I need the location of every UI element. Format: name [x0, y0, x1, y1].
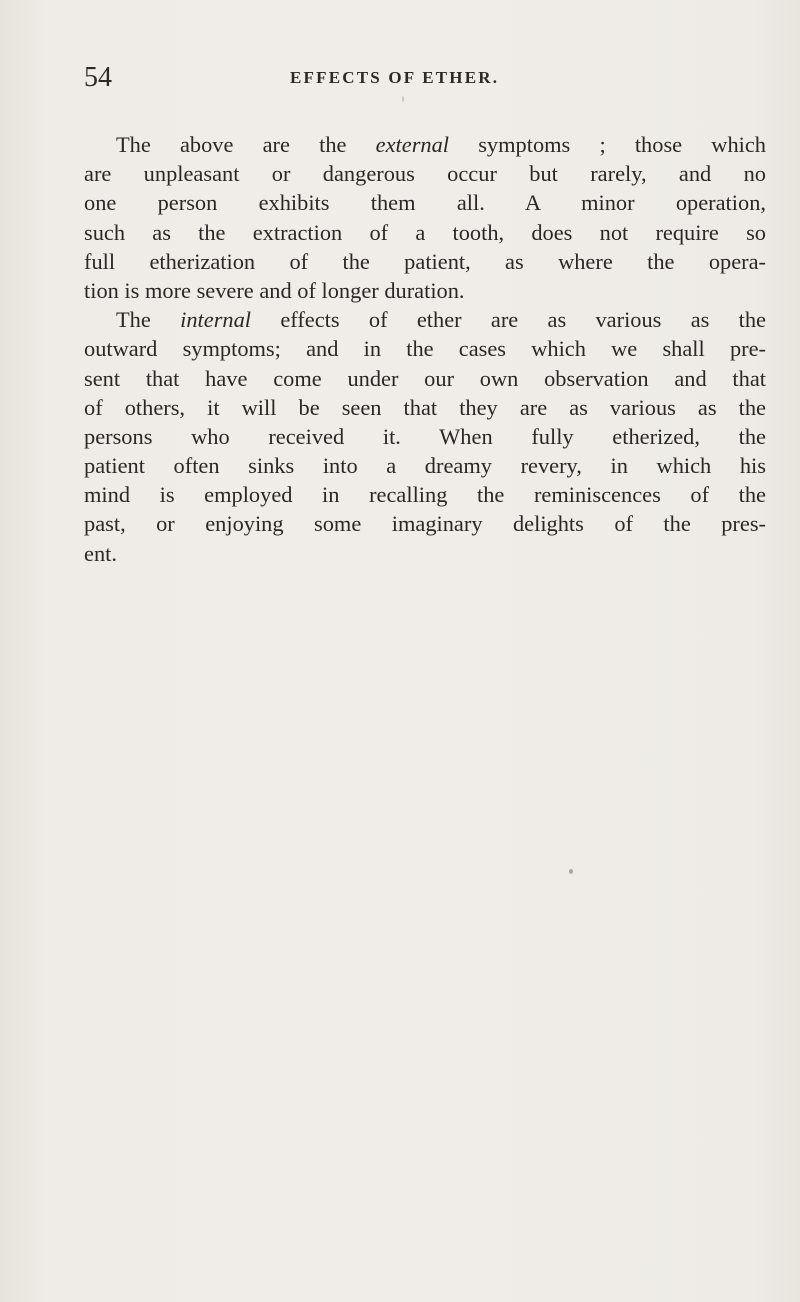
emphasis-external: external	[375, 132, 450, 157]
text-line: tion is more severe and of longer duration.	[84, 277, 465, 303]
body-text	[84, 130, 766, 568]
emphasis-internal: internal	[180, 307, 252, 333]
running-title: EFFECTS OF ETHER.	[290, 68, 500, 87]
page-number: 54	[84, 62, 112, 93]
text-line: The above are the external symptoms ; those which	[116, 132, 766, 157]
text-line: are unpleasant or dangerous occur but rarely, and no	[84, 161, 766, 187]
paragraph-external-symptoms	[84, 130, 766, 305]
text-line: full etherization of the patient, as where the opera-	[84, 248, 766, 274]
paper-speck	[402, 96, 404, 102]
text-line: outward symptoms; and in the cases which we shall pre-	[84, 336, 766, 362]
text-line: ent.	[84, 540, 117, 566]
text-line: patient often sinks into a dreamy revery, in which his	[84, 453, 766, 479]
page-header	[84, 60, 740, 96]
text-line: such as the extraction of a tooth, does not require so	[84, 219, 766, 245]
paper-speck	[569, 869, 573, 874]
text-line: persons who received it. When fully etherized, the	[84, 423, 766, 449]
text-line: of others, it will be seen that they are as various as the	[84, 394, 766, 420]
text-line: sent that have come under our own observation and that	[84, 365, 766, 391]
text-line: one person exhibits them all. A minor operation,	[84, 190, 766, 216]
paragraph-internal-effects	[84, 305, 766, 568]
text-line: The internal effects of ether are as various as the	[116, 307, 766, 333]
text-line: past, or enjoying some imaginary delights of the pres-	[84, 511, 766, 537]
text-line: mind is employed in recalling the reminiscences of the	[84, 482, 766, 508]
